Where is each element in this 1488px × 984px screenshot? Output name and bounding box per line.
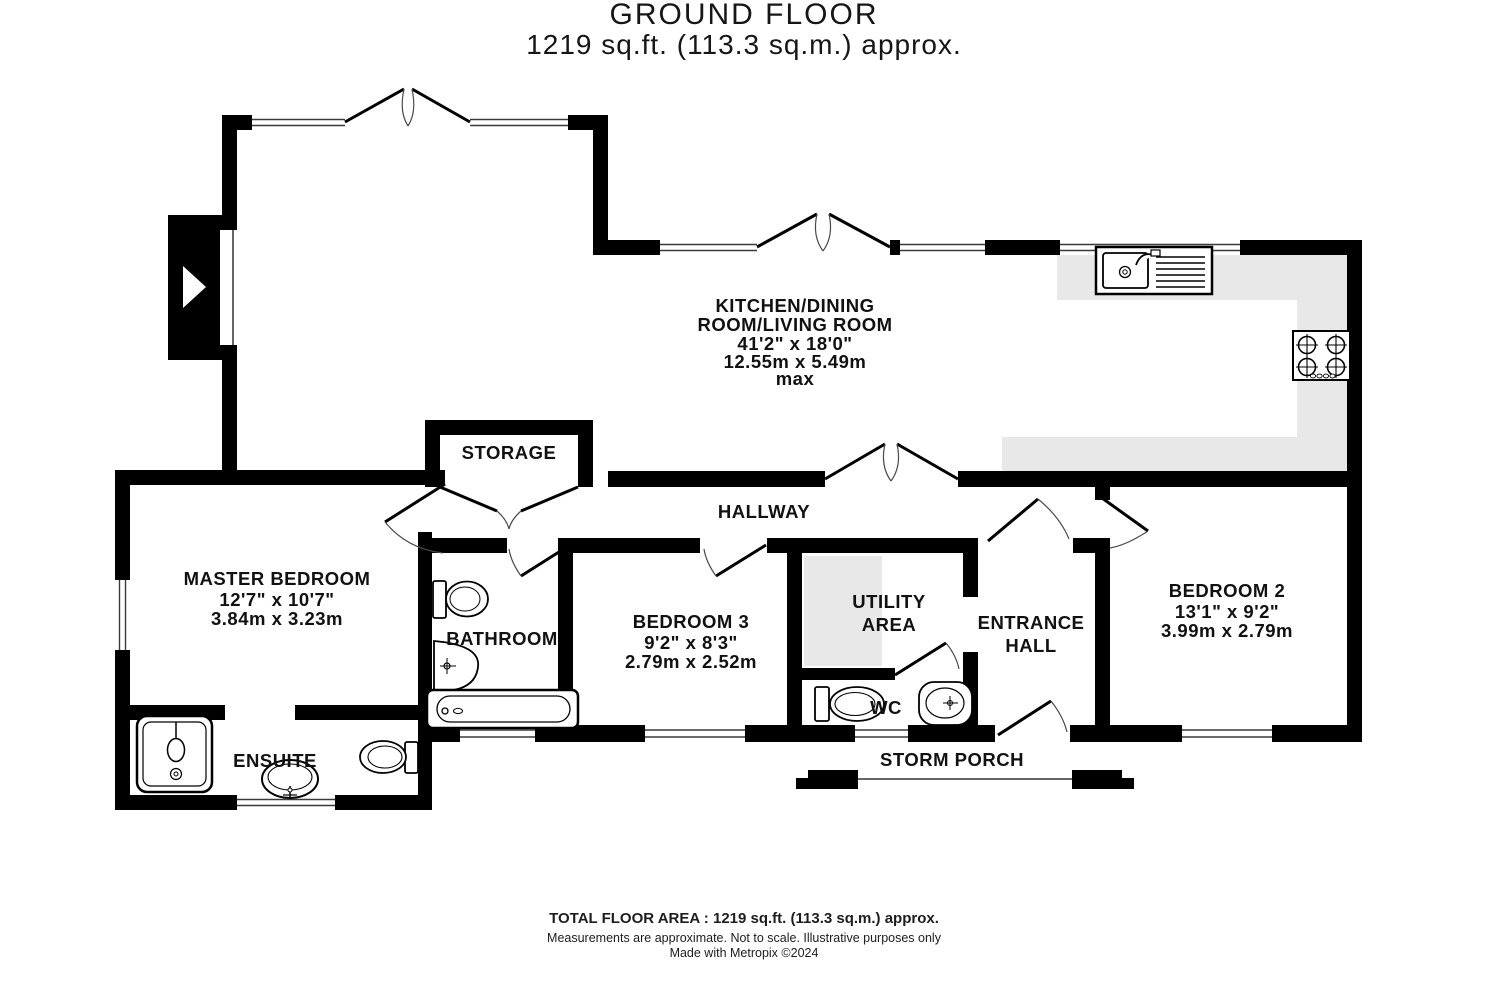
door-wc bbox=[895, 643, 959, 675]
master-bedroom-dims-imperial: 12'7" x 10'7" bbox=[219, 589, 335, 610]
footer-disclaimer: Measurements are approximate. Not to scale. Illustrative purposes only bbox=[547, 931, 941, 945]
window-living-left bbox=[252, 115, 345, 130]
kitchen-label-line1: KITCHEN/DINING bbox=[715, 295, 875, 316]
window-master-bedroom bbox=[115, 580, 130, 650]
door-bedroom3 bbox=[704, 545, 766, 576]
utility-label-line2: AREA bbox=[861, 614, 917, 635]
page-subtitle: 1219 sq.ft. (113.3 sq.m.) approx. bbox=[526, 29, 962, 60]
fireplace bbox=[183, 230, 233, 345]
wc-basin bbox=[919, 682, 972, 725]
bedroom2-label: BEDROOM 2 bbox=[1168, 580, 1286, 601]
door-entrance-hall bbox=[988, 499, 1069, 541]
window-living-right bbox=[470, 115, 568, 130]
bedroom3-label: BEDROOM 3 bbox=[632, 611, 750, 632]
window-bedroom3 bbox=[645, 725, 745, 742]
storm-porch-posts bbox=[796, 770, 1134, 789]
entrance-hall-label-line2: HALL bbox=[1005, 635, 1057, 656]
master-bedroom-dims-metric: 3.84m x 3.23m bbox=[211, 608, 343, 629]
kitchen-dims-metric: 12.55m x 5.49m bbox=[723, 351, 867, 372]
storage-label: STORAGE bbox=[461, 442, 557, 463]
hob bbox=[1293, 331, 1350, 380]
bedroom2-dims-imperial: 13'1" x 9'2" bbox=[1174, 601, 1280, 622]
ensuite-toilet bbox=[360, 741, 418, 773]
room-labels bbox=[184, 295, 1293, 771]
entrance-hall-label-line1: ENTRANCE bbox=[977, 612, 1085, 633]
page-title: GROUND FLOOR bbox=[609, 0, 879, 31]
bathroom-toilet bbox=[433, 581, 488, 618]
bedroom3-dims-metric: 2.79m x 2.52m bbox=[625, 651, 757, 672]
kitchen-max-qualifier: max bbox=[775, 368, 815, 389]
kitchen-sink bbox=[1096, 247, 1212, 294]
window-kitchen-2 bbox=[900, 240, 985, 255]
utility-label-line1: UTILITY bbox=[852, 591, 926, 612]
total-floor-area: TOTAL FLOOR AREA : 1219 sq.ft. (113.3 sq.m.) approx. bbox=[549, 910, 939, 927]
master-bedroom-label: MASTER BEDROOM bbox=[183, 568, 371, 589]
bedroom2-dims-metric: 3.99m x 2.79m bbox=[1161, 620, 1293, 641]
kitchen-label-line2: ROOM/LIVING ROOM bbox=[697, 314, 893, 335]
hallway-label: HALLWAY bbox=[717, 501, 811, 522]
window-bedroom2 bbox=[1182, 725, 1272, 742]
double-doors-storage bbox=[440, 487, 578, 529]
bathroom-label: BATHROOM bbox=[446, 628, 558, 649]
wc-label: WC bbox=[870, 697, 902, 718]
storm-porch-label: STORM PORCH bbox=[880, 749, 1024, 770]
window-wc bbox=[855, 725, 908, 742]
shower bbox=[137, 716, 212, 792]
bathtub bbox=[427, 690, 578, 728]
footer-credit: Made with Metropix ©2024 bbox=[669, 946, 819, 960]
ensuite-label: ENSUITE bbox=[233, 750, 317, 771]
window-kitchen-1 bbox=[660, 240, 757, 255]
bedroom3-dims-imperial: 9'2" x 8'3" bbox=[644, 632, 738, 653]
kitchen-dims-imperial: 41'2" x 18'0" bbox=[737, 333, 853, 354]
